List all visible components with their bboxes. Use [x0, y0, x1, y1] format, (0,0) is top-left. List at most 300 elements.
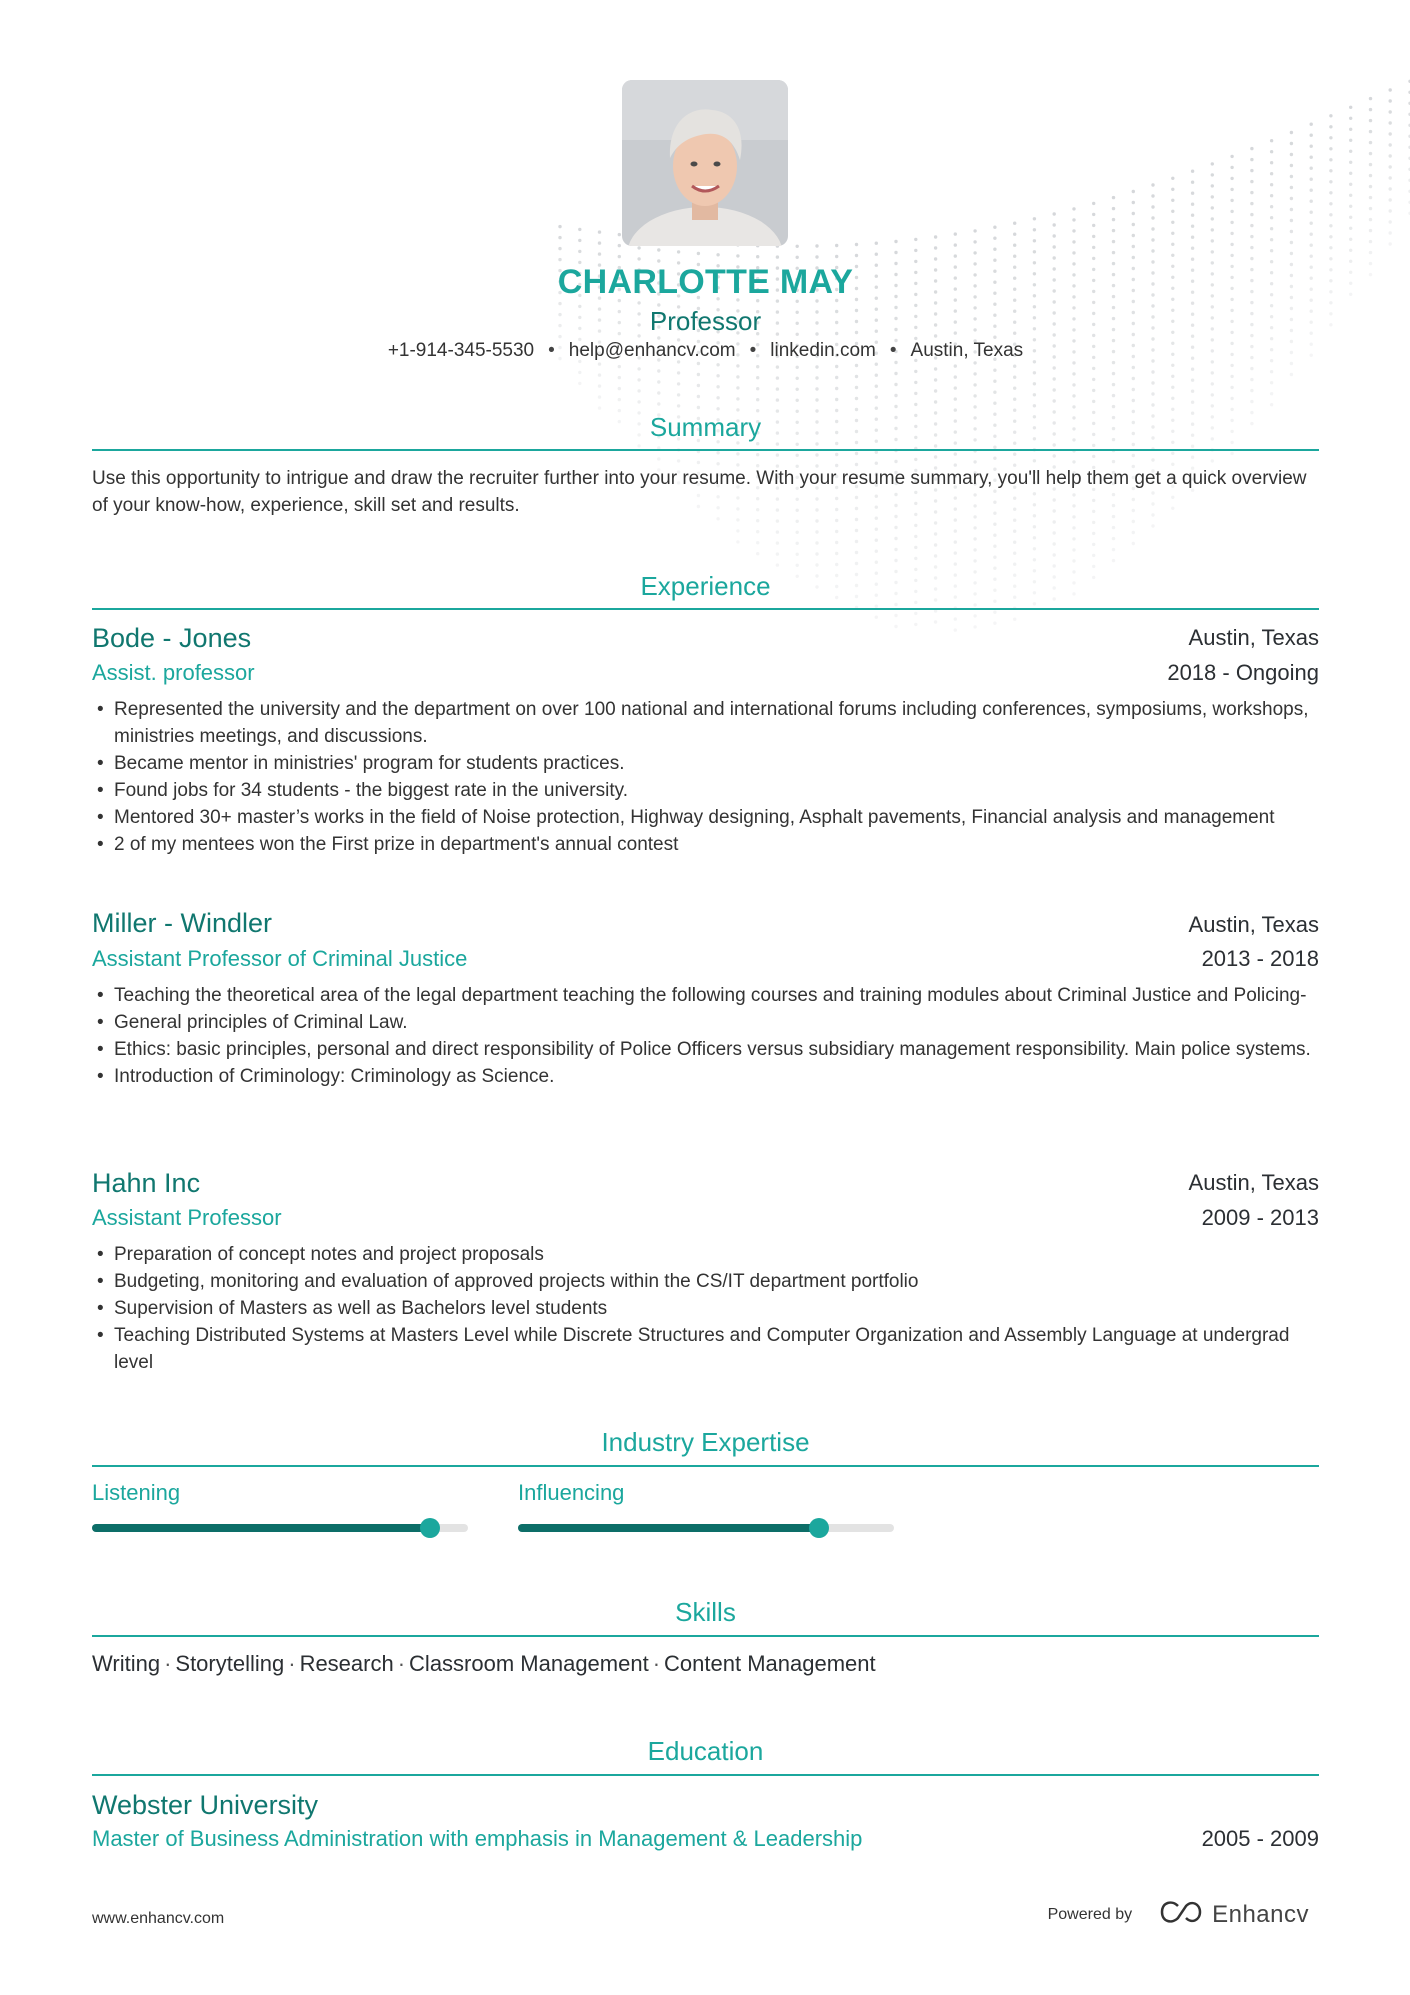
- decorative-dot: [1270, 139, 1273, 142]
- decorative-dot: [1329, 279, 1332, 282]
- decorative-dot: [657, 369, 660, 372]
- decorative-dot: [1349, 128, 1352, 131]
- education-school: Webster University: [92, 1790, 319, 1820]
- decorative-dot: [1033, 558, 1036, 561]
- decorative-dot: [1033, 228, 1036, 231]
- decorative-dot: [1151, 370, 1154, 373]
- decorative-dot: [1389, 154, 1392, 157]
- decorative-dot: [835, 365, 838, 368]
- decorative-dot: [1132, 377, 1135, 380]
- decorative-dot: [618, 233, 621, 236]
- decorative-dot: [1369, 141, 1372, 144]
- education-degree: Master of Business Administration with emphasis in Management & Leadership: [92, 1826, 863, 1851]
- decorative-dot: [1250, 202, 1253, 205]
- decorative-dot: [677, 404, 680, 407]
- decorative-dot: [954, 562, 957, 565]
- decorative-dot: [1112, 196, 1115, 199]
- decorative-dot: [1092, 367, 1095, 370]
- decorative-dot: [815, 552, 818, 555]
- decorative-dot: [618, 365, 621, 368]
- decorative-dot: [1053, 256, 1056, 259]
- decorative-dot: [677, 393, 680, 396]
- decorative-dot: [1389, 231, 1392, 234]
- decorative-dot: [1053, 212, 1056, 215]
- decorative-dot: [1369, 97, 1372, 100]
- decorative-dot: [776, 376, 779, 379]
- decorative-dot: [1072, 460, 1075, 463]
- decorative-dot: [875, 539, 878, 542]
- decorative-dot: [1369, 251, 1372, 254]
- decorative-dot: [1072, 394, 1075, 397]
- decorative-dot: [875, 374, 878, 377]
- decorative-dot: [1092, 224, 1095, 227]
- decorative-dot: [558, 225, 561, 228]
- section-divider: [92, 1465, 1319, 1467]
- decorative-dot: [1072, 218, 1075, 221]
- list-item: • Teaching the theoretical area of the legal department teaching the following courses and training modules about Criminal Justice and Policing-: [92, 982, 1319, 1009]
- decorative-dot: [954, 529, 957, 532]
- decorative-dot: [1290, 252, 1293, 255]
- decorative-dot: [598, 252, 601, 255]
- decorative-dot: [1151, 249, 1154, 252]
- decorative-dot: [1013, 233, 1016, 236]
- decorative-dot: [973, 614, 976, 617]
- decorative-dot: [1369, 174, 1372, 177]
- decorative-dot: [973, 603, 976, 606]
- job-location: Austin, Texas: [1188, 625, 1319, 650]
- decorative-dot: [1112, 548, 1115, 551]
- decorative-dot: [1230, 364, 1233, 367]
- decorative-dot: [1013, 552, 1016, 555]
- decorative-dot: [914, 370, 917, 373]
- decorative-dot: [973, 559, 976, 562]
- decorative-dot: [835, 453, 838, 456]
- decorative-dot: [1329, 147, 1332, 150]
- job-role: Assistant Professor of Criminal Justice: [92, 946, 468, 971]
- contact-separator: •: [889, 340, 897, 361]
- decorative-dot: [1092, 521, 1095, 524]
- expertise-label: Listening: [92, 1480, 181, 1505]
- decorative-dot: [1211, 371, 1214, 374]
- decorative-dot: [934, 378, 937, 381]
- decorative-dot: [914, 535, 917, 538]
- decorative-dot: [835, 376, 838, 379]
- decorative-dot: [1369, 229, 1372, 232]
- decorative-dot: [1072, 405, 1075, 408]
- decorative-dot: [954, 375, 957, 378]
- decorative-dot: [1132, 223, 1135, 226]
- decorative-dot: [1369, 185, 1372, 188]
- decorative-dot: [1013, 519, 1016, 522]
- decorative-dot: [934, 554, 937, 557]
- decorative-dot: [973, 537, 976, 540]
- decorative-dot: [677, 459, 680, 462]
- decorative-dot: [1290, 197, 1293, 200]
- decorative-dot: [875, 396, 878, 399]
- decorative-dot: [1310, 145, 1313, 148]
- decorative-dot: [1072, 251, 1075, 254]
- section-divider: [92, 608, 1319, 610]
- decorative-dot: [736, 452, 739, 455]
- decorative-dot: [1290, 373, 1293, 376]
- section-divider: [92, 1774, 1319, 1776]
- decorative-dot: [1191, 456, 1194, 459]
- decorative-dot: [1191, 401, 1194, 404]
- decorative-dot: [1191, 214, 1194, 217]
- decorative-dot: [1349, 139, 1352, 142]
- decorative-dot: [1329, 290, 1332, 293]
- decorative-dot: [1191, 445, 1194, 448]
- job-dates: 2009 - 2013: [1201, 1205, 1319, 1230]
- decorative-dot: [637, 389, 640, 392]
- contact-line: [92, 340, 1319, 362]
- decorative-dot: [973, 372, 976, 375]
- decorative-dot: [1211, 195, 1214, 198]
- enhancv-brand-name: Enhancv: [1212, 1900, 1309, 1928]
- decorative-dot: [1290, 164, 1293, 167]
- decorative-dot: [914, 381, 917, 384]
- decorative-dot: [1171, 177, 1174, 180]
- skills-heading: Skills: [675, 1597, 736, 1627]
- decorative-dot: [1171, 397, 1174, 400]
- decorative-dot: [855, 397, 858, 400]
- decorative-dot: [1250, 180, 1253, 183]
- decorative-dot: [835, 387, 838, 390]
- decorative-dot: [1290, 186, 1293, 189]
- decorative-dot: [1132, 531, 1135, 534]
- decorative-dot: [1112, 372, 1115, 375]
- decorative-dot: [1013, 398, 1016, 401]
- decorative-dot: [1211, 206, 1214, 209]
- decorative-dot: [697, 406, 700, 409]
- decorative-dot: [677, 371, 680, 374]
- decorative-dot: [1151, 194, 1154, 197]
- decorative-dot: [1132, 520, 1135, 523]
- decorative-dot: [1053, 531, 1056, 534]
- decorative-dot: [637, 400, 640, 403]
- decorative-dot: [1053, 399, 1056, 402]
- decorative-dot: [934, 521, 937, 524]
- decorative-dot: [855, 529, 858, 532]
- decorative-dot: [954, 243, 957, 246]
- decorative-dot: [914, 403, 917, 406]
- decorative-dot: [1369, 273, 1372, 276]
- decorative-dot: [796, 366, 799, 369]
- decorative-dot: [1230, 232, 1233, 235]
- decorative-dot: [756, 552, 759, 555]
- decorative-dot: [776, 398, 779, 401]
- decorative-dot: [1349, 249, 1352, 252]
- decorative-dot: [934, 444, 937, 447]
- decorative-dot: [875, 242, 878, 245]
- decorative-dot: [1270, 183, 1273, 186]
- decorative-dot: [1033, 547, 1036, 550]
- decorative-dot: [934, 532, 937, 535]
- decorative-dot: [894, 526, 897, 529]
- decorative-dot: [815, 255, 818, 258]
- decorative-dot: [697, 362, 700, 365]
- decorative-dot: [796, 256, 799, 259]
- decorative-dot: [578, 239, 581, 242]
- decorative-dot: [1191, 247, 1194, 250]
- decorative-dot: [1072, 383, 1075, 386]
- decorative-dot: [1389, 99, 1392, 102]
- decorative-dot: [1329, 180, 1332, 183]
- decorative-dot: [1191, 192, 1194, 195]
- decorative-dot: [1230, 397, 1233, 400]
- decorative-dot: [578, 228, 581, 231]
- decorative-dot: [756, 398, 759, 401]
- decorative-dot: [1151, 524, 1154, 527]
- decorative-dot: [1389, 121, 1392, 124]
- decorative-dot: [1230, 177, 1233, 180]
- decorative-dot: [1349, 194, 1352, 197]
- decorative-dot: [1191, 203, 1194, 206]
- decorative-dot: [1112, 251, 1115, 254]
- footer-brand: [1048, 1900, 1309, 1929]
- decorative-dot: [894, 405, 897, 408]
- decorative-dot: [954, 551, 957, 554]
- decorative-dot: [716, 374, 719, 377]
- decorative-dot: [954, 397, 957, 400]
- decorative-dot: [1250, 246, 1253, 249]
- skill-tag: Writing: [92, 1651, 161, 1676]
- decorative-dot: [618, 255, 621, 258]
- decorative-dot: [914, 392, 917, 395]
- decorative-dot: [598, 384, 601, 387]
- candidate-title: Professor: [649, 306, 762, 336]
- decorative-dot: [1151, 216, 1154, 219]
- decorative-dot: [973, 383, 976, 386]
- decorative-dot: [1053, 520, 1056, 523]
- decorative-dot: [1092, 532, 1095, 535]
- decorative-dot: [855, 364, 858, 367]
- decorative-dot: [1310, 123, 1313, 126]
- decorative-dot: [1013, 618, 1016, 621]
- decorative-dot: [973, 394, 976, 397]
- decorative-dot: [855, 243, 858, 246]
- decorative-dot: [993, 380, 996, 383]
- decorative-dot: [716, 396, 719, 399]
- decorative-dot: [1290, 208, 1293, 211]
- decorative-dot: [1329, 169, 1332, 172]
- decorative-dot: [1072, 537, 1075, 540]
- decorative-dot: [1369, 196, 1372, 199]
- decorative-dot: [1290, 131, 1293, 134]
- decorative-dot: [1013, 387, 1016, 390]
- decorative-dot: [598, 395, 601, 398]
- decorative-dot: [1132, 542, 1135, 545]
- decorative-dot: [796, 454, 799, 457]
- decorative-dot: [657, 391, 660, 394]
- decorative-dot: [1250, 191, 1253, 194]
- decorative-dot: [815, 376, 818, 379]
- decorative-dot: [1329, 301, 1332, 304]
- decorative-dot: [1132, 388, 1135, 391]
- location: Austin, Texas: [910, 340, 1024, 361]
- phone[interactable]: +1-914-345-5530: [387, 340, 535, 361]
- list-item: • 2 of my mentees won the First prize in department's annual contest: [92, 831, 1319, 858]
- decorative-dot: [1349, 172, 1352, 175]
- decorative-dot: [1230, 155, 1233, 158]
- powered-by-label: Powered by: [1047, 1905, 1133, 1923]
- decorative-dot: [1013, 244, 1016, 247]
- decorative-dot: [894, 383, 897, 386]
- decorative-dot: [796, 542, 799, 545]
- decorative-dot: [934, 257, 937, 260]
- decorative-dot: [894, 394, 897, 397]
- decorative-dot: [1310, 134, 1313, 137]
- decorative-dot: [1033, 525, 1036, 528]
- decorative-dot: [815, 563, 818, 566]
- decorative-dot: [1033, 371, 1036, 374]
- decorative-dot: [1112, 207, 1115, 210]
- decorative-dot: [1053, 366, 1056, 369]
- decorative-dot: [1310, 156, 1313, 159]
- decorative-dot: [1132, 201, 1135, 204]
- decorative-dot: [914, 524, 917, 527]
- decorative-dot: [697, 252, 700, 255]
- decorative-dot: [1132, 443, 1135, 446]
- decorative-dot: [1112, 559, 1115, 562]
- decorative-dot: [618, 244, 621, 247]
- decorative-dot: [736, 386, 739, 389]
- education-dates: 2005 - 2009: [1201, 1826, 1319, 1851]
- decorative-dot: [1171, 199, 1174, 202]
- decorative-dot: [756, 519, 759, 522]
- decorative-dot: [756, 365, 759, 368]
- decorative-dot: [1151, 227, 1154, 230]
- linkedin-link[interactable]: linkedin.com: [770, 340, 876, 361]
- list-item: • Ethics: basic principles, personal and direct responsibility of Police Officers versus subsidiary management responsibility. Main police systems.: [92, 1036, 1319, 1063]
- decorative-dot: [1310, 167, 1313, 170]
- decorative-dot: [914, 612, 917, 615]
- expertise-bar-fill: [518, 1524, 819, 1532]
- decorative-dot: [954, 254, 957, 257]
- decorative-dot: [776, 541, 779, 544]
- decorative-dot: [1072, 548, 1075, 551]
- section-divider: [92, 449, 1319, 451]
- decorative-dot: [1112, 405, 1115, 408]
- decorative-dot: [1013, 541, 1016, 544]
- decorative-dot: [716, 253, 719, 256]
- decorative-dot: [776, 453, 779, 456]
- decorative-dot: [1329, 268, 1332, 271]
- decorative-dot: [815, 519, 818, 522]
- enhancv-logo-icon: [1158, 1900, 1204, 1929]
- decorative-dot: [1310, 244, 1313, 247]
- decorative-dot: [835, 530, 838, 533]
- decorative-dot: [973, 251, 976, 254]
- decorative-dot: [1092, 235, 1095, 238]
- decorative-dot: [558, 258, 561, 261]
- decorative-dot: [934, 389, 937, 392]
- decorative-dot: [1389, 88, 1392, 91]
- decorative-dot: [796, 553, 799, 556]
- decorative-dot: [736, 364, 739, 367]
- decorative-dot: [1270, 238, 1273, 241]
- decorative-dot: [894, 625, 897, 628]
- expertise-bar-fill: [92, 1524, 430, 1532]
- decorative-dot: [1230, 254, 1233, 257]
- decorative-dot: [1329, 191, 1332, 194]
- decorative-dot: [894, 460, 897, 463]
- decorative-dot: [993, 556, 996, 559]
- decorative-dot: [796, 564, 799, 567]
- decorative-dot: [1072, 207, 1075, 210]
- decorative-dot: [1270, 370, 1273, 373]
- decorative-dot: [1270, 216, 1273, 219]
- decorative-dot: [1230, 243, 1233, 246]
- decorative-dot: [1389, 187, 1392, 190]
- decorative-dot: [914, 557, 917, 560]
- decorative-dot: [618, 398, 621, 401]
- decorative-dot: [835, 541, 838, 544]
- decorative-dot: [1013, 563, 1016, 566]
- decorative-dot: [1329, 323, 1332, 326]
- decorative-dot: [1250, 235, 1253, 238]
- decorative-dot: [973, 460, 976, 463]
- decorative-dot: [1171, 232, 1174, 235]
- decorative-dot: [677, 382, 680, 385]
- decorative-dot: [578, 250, 581, 253]
- decorative-dot: [677, 250, 680, 253]
- footer-website[interactable]: www.enhancv.com: [92, 1910, 225, 1927]
- decorative-dot: [1389, 220, 1392, 223]
- decorative-dot: [1230, 408, 1233, 411]
- decorative-dot: [1270, 172, 1273, 175]
- decorative-dot: [1132, 234, 1135, 237]
- decorative-dot: [1053, 234, 1056, 237]
- decorative-dot: [914, 458, 917, 461]
- decorative-dot: [558, 236, 561, 239]
- decorative-dot: [1230, 386, 1233, 389]
- decorative-dot: [1369, 218, 1372, 221]
- email[interactable]: help@enhancv.com: [568, 340, 736, 361]
- decorative-dot: [815, 541, 818, 544]
- decorative-dot: [1310, 255, 1313, 258]
- decorative-dot: [934, 543, 937, 546]
- decorative-dot: [578, 371, 581, 374]
- decorative-dot: [618, 387, 621, 390]
- decorative-dot: [1329, 136, 1332, 139]
- decorative-dot: [1013, 222, 1016, 225]
- job-company: Miller - Windler: [92, 908, 273, 938]
- decorative-dot: [1310, 222, 1313, 225]
- decorative-dot: [993, 237, 996, 240]
- decorative-dot: [1053, 443, 1056, 446]
- decorative-dot: [1270, 161, 1273, 164]
- decorative-dot: [1092, 400, 1095, 403]
- decorative-dot: [1171, 386, 1174, 389]
- decorative-dot: [1369, 163, 1372, 166]
- decorative-dot: [1250, 378, 1253, 381]
- decorative-dot: [1349, 216, 1352, 219]
- decorative-dot: [637, 378, 640, 381]
- decorative-dot: [756, 541, 759, 544]
- decorative-dot: [1290, 175, 1293, 178]
- decorative-dot: [697, 461, 700, 464]
- decorative-dot: [1132, 190, 1135, 193]
- decorative-dot: [1230, 221, 1233, 224]
- list-item: • Preparation of concept notes and project proposals: [92, 1241, 1319, 1268]
- decorative-dot: [914, 249, 917, 252]
- decorative-dot: [1151, 458, 1154, 461]
- decorative-dot: [1151, 403, 1154, 406]
- decorative-dot: [1191, 258, 1194, 261]
- decorative-dot: [1270, 205, 1273, 208]
- decorative-dot: [1389, 242, 1392, 245]
